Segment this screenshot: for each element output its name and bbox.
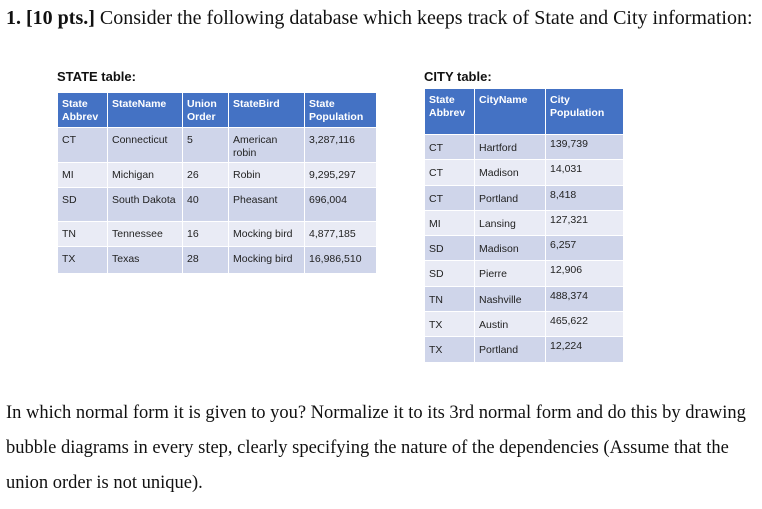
union-order-cell: 40 (183, 188, 229, 222)
city-name-cell: Madison (475, 236, 546, 261)
city-name-cell: Lansing (475, 210, 546, 235)
table-row (58, 222, 377, 247)
union-order-cell: 5 (183, 128, 229, 163)
state-header-state-name: StateName (108, 93, 183, 128)
table-row (58, 247, 377, 274)
table-row (425, 160, 624, 185)
city-state-abbrev-cell: CT (425, 185, 475, 210)
state-bird-cell: American robin (229, 128, 305, 163)
state-population-cell: 9,295,297 (305, 163, 377, 188)
state-population-cell: 16,986,510 (305, 247, 377, 274)
state-abbrev-cell: SD (58, 188, 108, 222)
city-header-city-population: City Population (546, 89, 624, 135)
city-name-cell: Nashville (475, 286, 546, 311)
state-abbrev-cell: MI (58, 163, 108, 188)
city-population-cell: 8,418 (546, 185, 624, 210)
question-heading (6, 6, 758, 30)
table-row (425, 261, 624, 286)
city-state-abbrev-cell: CT (425, 160, 475, 185)
city-state-abbrev-cell: SD (425, 236, 475, 261)
state-population-cell: 3,287,116 (305, 128, 377, 163)
city-name-cell: Pierre (475, 261, 546, 286)
city-name-cell: Portland (475, 185, 546, 210)
city-population-cell: 488,374 (546, 286, 624, 311)
state-header-state-abbrev: State Abbrev (58, 93, 108, 128)
state-bird-cell: Mocking bird (229, 222, 305, 247)
city-state-abbrev-cell: SD (425, 261, 475, 286)
state-header-union-order: Union Order (183, 93, 229, 128)
question-intro: Consider the following database which keeps track of State and City information: (99, 7, 753, 29)
table-row (58, 163, 377, 188)
table-row (58, 128, 377, 163)
city-population-cell: 465,622 (546, 312, 624, 337)
city-table-caption: CITY table: (424, 69, 492, 84)
state-header-state-population: State Population (305, 93, 377, 128)
city-name-cell: Austin (475, 312, 546, 337)
city-table (424, 88, 624, 363)
question-number: 1. [10 pts.] (6, 7, 95, 29)
city-state-abbrev-cell: TX (425, 312, 475, 337)
state-name-cell: Texas (108, 247, 183, 274)
state-table-header-row (58, 93, 377, 128)
state-table-caption: STATE table: (57, 69, 136, 84)
table-row (425, 337, 624, 362)
table-row (58, 188, 377, 222)
state-abbrev-cell: TN (58, 222, 108, 247)
city-state-abbrev-cell: TN (425, 286, 475, 311)
city-population-cell: 14,031 (546, 160, 624, 185)
city-population-cell: 139,739 (546, 135, 624, 160)
state-bird-cell: Robin (229, 163, 305, 188)
union-order-cell: 26 (183, 163, 229, 188)
city-population-cell: 6,257 (546, 236, 624, 261)
city-population-cell: 12,224 (546, 337, 624, 362)
city-name-cell: Hartford (475, 135, 546, 160)
table-row (425, 185, 624, 210)
state-bird-cell: Pheasant (229, 188, 305, 222)
state-bird-cell: Mocking bird (229, 247, 305, 274)
state-name-cell: South Dakota (108, 188, 183, 222)
state-name-cell: Connecticut (108, 128, 183, 163)
table-row (425, 312, 624, 337)
table-row (425, 135, 624, 160)
state-name-cell: Michigan (108, 163, 183, 188)
city-state-abbrev-cell: MI (425, 210, 475, 235)
city-population-cell: 127,321 (546, 210, 624, 235)
state-name-cell: Tennessee (108, 222, 183, 247)
state-population-cell: 4,877,185 (305, 222, 377, 247)
table-row (425, 236, 624, 261)
table-row (425, 210, 624, 235)
state-abbrev-cell: CT (58, 128, 108, 163)
state-abbrev-cell: TX (58, 247, 108, 274)
city-table-header-row (425, 89, 624, 135)
city-population-cell: 12,906 (546, 261, 624, 286)
city-name-cell: Madison (475, 160, 546, 185)
city-header-state-abbrev: State Abbrev (425, 89, 475, 135)
union-order-cell: 16 (183, 222, 229, 247)
question-task: In which normal form it is given to you? Normalize it to its 3rd normal form and do this by drawing bubble diagrams in every step, clearly specifying the nature of the dependencies (Assume that the union order is not unique). (6, 403, 746, 493)
state-table (57, 92, 377, 274)
union-order-cell: 28 (183, 247, 229, 274)
city-state-abbrev-cell: TX (425, 337, 475, 362)
state-population-cell: 696,004 (305, 188, 377, 222)
table-row (425, 286, 624, 311)
city-header-city-name: CityName (475, 89, 546, 135)
city-name-cell: Portland (475, 337, 546, 362)
city-state-abbrev-cell: CT (425, 135, 475, 160)
state-header-state-bird: StateBird (229, 93, 305, 128)
